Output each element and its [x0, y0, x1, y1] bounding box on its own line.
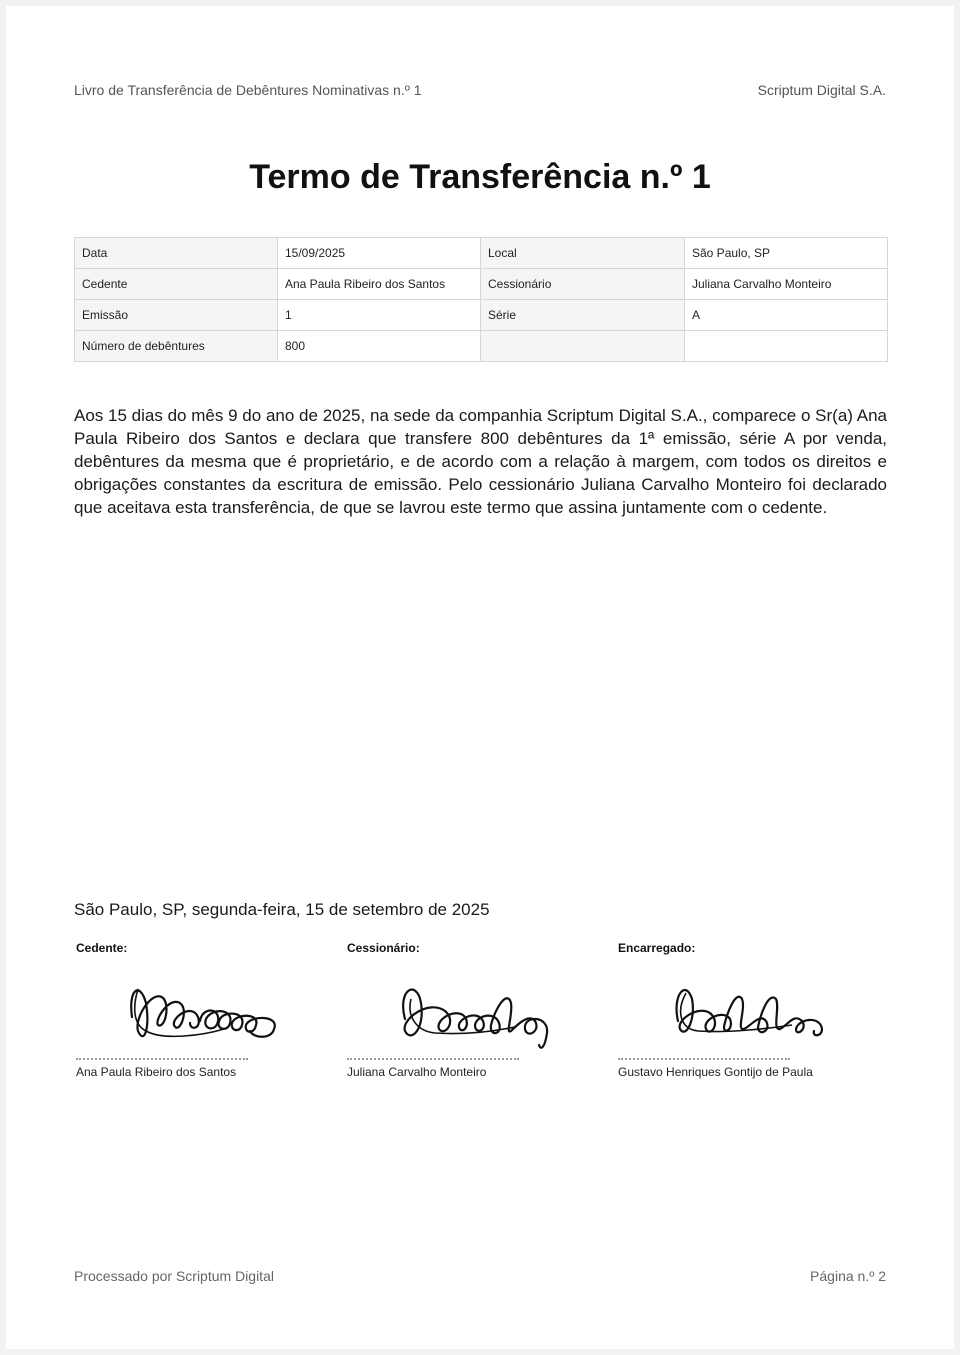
handwritten-signature — [345, 959, 575, 1059]
signature-block-assignee — [345, 941, 545, 1081]
signature-block-assignor — [74, 941, 274, 1081]
handwritten-signature — [74, 959, 304, 1059]
signatory-name: Gustavo Henriques Gontijo de Paula — [618, 1065, 813, 1079]
table-row — [75, 269, 888, 300]
cell-value-assignor: Ana Paula Ribeiro dos Santos — [278, 269, 481, 300]
cell-empty — [481, 331, 685, 362]
cell-label-date: Data — [75, 238, 278, 269]
signature-role: Cessionário: — [347, 941, 420, 955]
cell-label-assignee: Cessionário — [481, 269, 685, 300]
cell-value-assignee: Juliana Carvalho Monteiro — [685, 269, 888, 300]
cell-empty — [685, 331, 888, 362]
place-and-date: São Paulo, SP, segunda-feira, 15 de setembro de 2025 — [74, 900, 490, 919]
signatory-name: Ana Paula Ribeiro dos Santos — [76, 1065, 237, 1079]
signature-role: Cedente: — [76, 941, 128, 955]
cell-label-location: Local — [481, 238, 685, 269]
cell-label-assignor: Cedente — [75, 269, 278, 300]
footer-page-number: Página n.º 2 — [810, 1268, 886, 1284]
signature-role: Encarregado: — [618, 941, 696, 955]
cell-value-quantity: 800 — [278, 331, 481, 362]
table-row — [75, 300, 888, 331]
signature-block-officer — [616, 941, 816, 1081]
header-book-title: Livro de Transferência de Debêntures Nominativas n.º 1 — [74, 82, 422, 98]
handwritten-signature — [616, 959, 846, 1059]
signature-line — [618, 1058, 790, 1060]
signatory-name: Juliana Carvalho Monteiro — [347, 1065, 487, 1079]
cell-value-issue: 1 — [278, 300, 481, 331]
signature-line — [76, 1058, 248, 1060]
table-row — [75, 238, 888, 269]
cell-label-series: Série — [481, 300, 685, 331]
document-page — [6, 6, 954, 1349]
signature-line — [347, 1058, 519, 1060]
header-company: Scriptum Digital S.A. — [757, 82, 886, 98]
page-title: Termo de Transferência n.º 1 — [249, 158, 711, 196]
table-row — [75, 331, 888, 362]
transfer-info-table — [74, 237, 888, 362]
cell-value-location: São Paulo, SP — [685, 238, 888, 269]
cell-value-date: 15/09/2025 — [278, 238, 481, 269]
cell-label-quantity: Número de debêntures — [75, 331, 278, 362]
transfer-statement: Aos 15 dias do mês 9 do ano de 2025, na sede da companhia Scriptum Digital S.A., comparece o Sr(a) Ana Paula Ribeiro dos Santos e declara que transfere 800 debêntures da 1ª emissão, série A por venda, debêntures da mesma que é proprietário, e de acordo com a relação à margem, com todos os direitos e obrigações constantes da escritura de emissão. Pelo cessionário Juliana Carvalho Monteiro foi declarado que aceitava esta transferência, de que se lavrou este termo que assina juntamente com o cedente. — [74, 406, 887, 517]
cell-value-series: A — [685, 300, 888, 331]
footer-processed-by: Processado por Scriptum Digital — [74, 1268, 274, 1284]
cell-label-issue: Emissão — [75, 300, 278, 331]
